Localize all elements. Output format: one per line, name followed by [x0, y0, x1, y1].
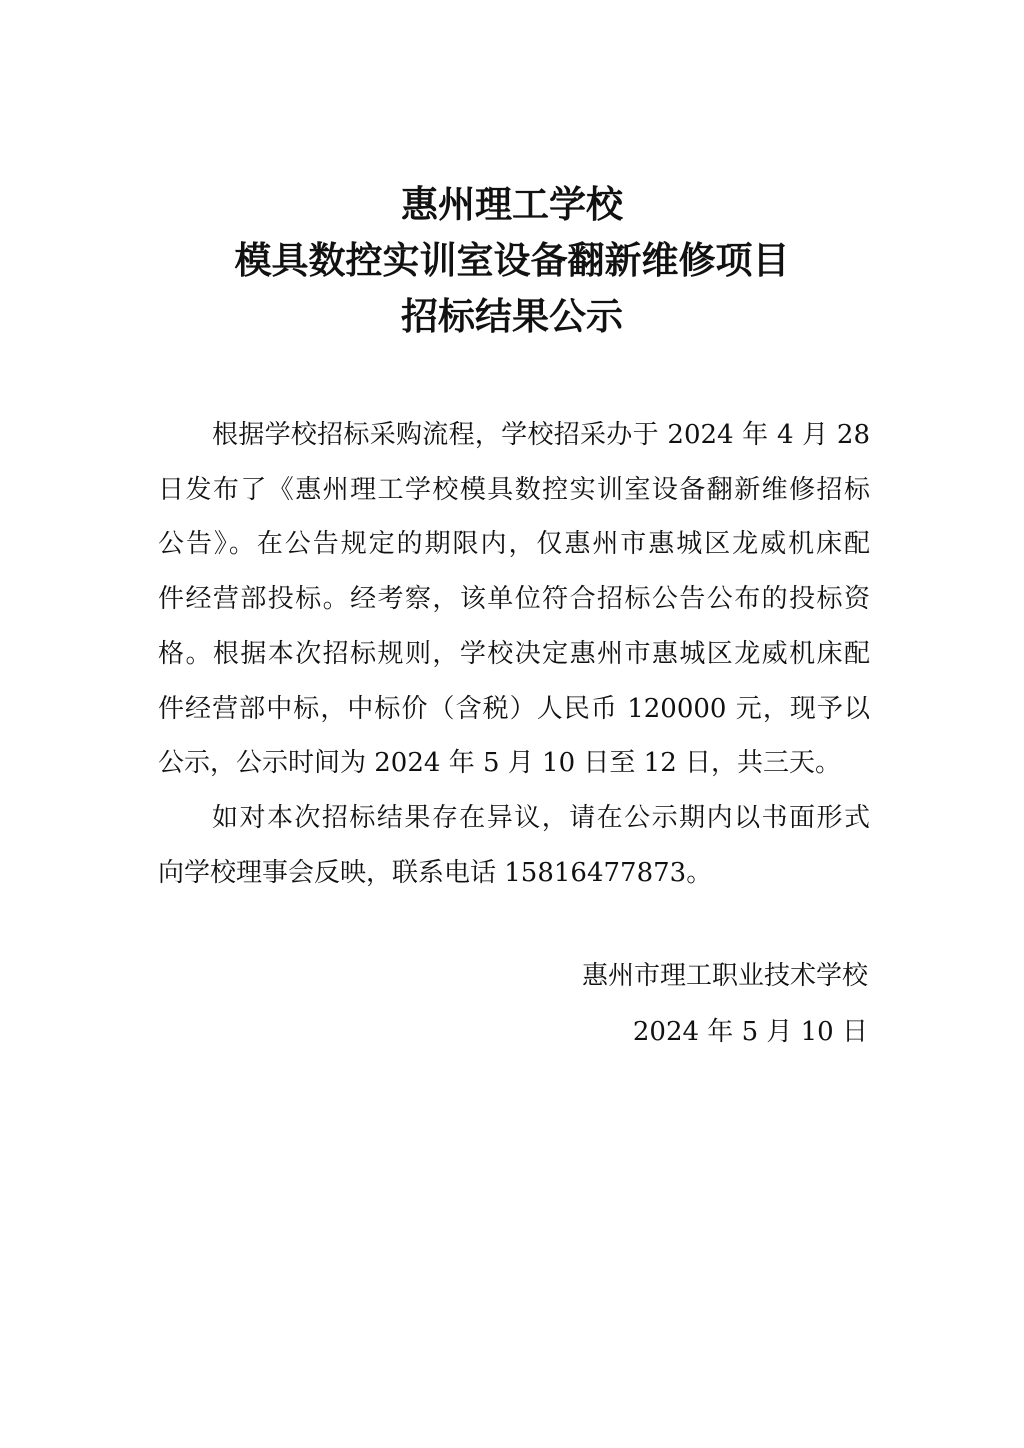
- body-line: 公示，公示时间为 2024 年 5 月 10 日至 12 日，共三天。: [158, 748, 841, 779]
- body-line: 件经营部投标。经考察，该单位符合招标公告公布的投标资: [158, 584, 870, 615]
- title-announcement-type: 招标结果公示: [401, 294, 623, 338]
- body-line: 件经营部中标，中标价（含税）人民币 120000 元，现予以: [158, 693, 870, 724]
- title-project-name: 模具数控实训室设备翻新维修项目: [234, 238, 790, 282]
- body-line: 根据学校招标采购流程，学校招采办于 2024 年 4 月 28: [212, 420, 870, 450]
- body-line: 向学校理事会反映，联系电话 15816477873。: [158, 857, 713, 888]
- body-line: 如对本次招标结果存在异议，请在公示期内以书面形式: [212, 802, 870, 833]
- body-line: 公告》。在公告规定的期限内，仅惠州市惠城区龙威机床配: [158, 529, 870, 560]
- body-line: 日发布了《惠州理工学校模具数控实训室设备翻新维修招标: [158, 474, 870, 505]
- title-school-name: 惠州理工学校: [401, 182, 623, 226]
- body-line: 格。根据本次招标规则，学校决定惠州市惠城区龙威机床配: [158, 638, 870, 669]
- signature-organization: 惠州市理工职业技术学校: [581, 961, 868, 991]
- signature-date: 2024 年 5 月 10 日: [632, 1017, 868, 1047]
- paragraph-bid-result: [158, 408, 870, 791]
- signature-block: [582, 948, 868, 1060]
- document-body: [158, 408, 870, 900]
- document-title: [0, 176, 1024, 344]
- paragraph-objection-contact: [158, 791, 870, 900]
